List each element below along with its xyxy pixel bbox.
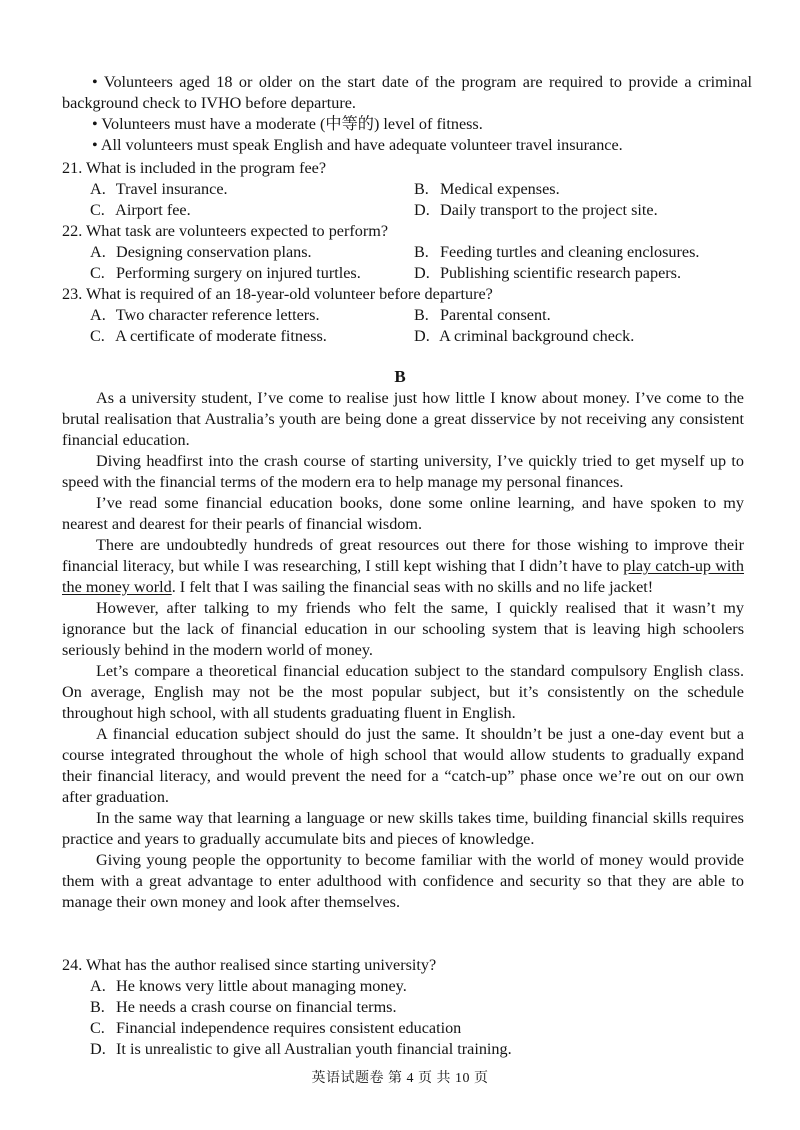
question-24-option-c[interactable]: C. Financial independence requires consistent education xyxy=(90,1019,462,1037)
passage-paragraph-3: I’ve read some financial education books, done some online learning, and have spoken to my nearest and dearest for their pearls of financial wisdom. xyxy=(62,494,744,533)
passage-paragraph-9: Giving young people the opportunity to become familiar with the world of money would provide them with a great advantage to enter adulthood with confidence and security so that they are able to manage their own money and look after themselves. xyxy=(62,851,744,911)
question-23-option-a[interactable]: A. Two character reference letters. xyxy=(90,306,320,324)
underlined-phrase: play catch-up with the money world xyxy=(62,557,745,596)
passage-paragraph-5: However, after talking to my friends who felt the same, I quickly realised that it wasn’t my ignorance but the lack of financial education in our schooling system that is leaving high schoolers seriously behind in the modern world of money. xyxy=(62,599,744,659)
requirement-bullet-3: • All volunteers must speak English and have adequate volunteer travel insurance. xyxy=(92,136,623,154)
question-23-option-b[interactable]: B. Parental consent. xyxy=(414,306,551,324)
question-21-option-a[interactable]: A. Travel insurance. xyxy=(90,180,228,198)
question-21-option-c[interactable]: C. Airport fee. xyxy=(90,201,191,219)
requirement-bullet-1: • Volunteers aged 18 or older on the start date of the program are required to provide a criminal background check to IVHO before departure. xyxy=(62,73,752,112)
passage-paragraph-8: In the same way that learning a language or new skills takes time, building financial skills requires practice and years to gradually accumulate bits and pieces of knowledge. xyxy=(62,809,744,848)
question-23-option-d[interactable]: D. A criminal background check. xyxy=(414,327,635,345)
requirement-bullet-2: • Volunteers must have a moderate (中等的) level of fitness. xyxy=(92,115,483,133)
question-21-stem: 21. What is included in the program fee? xyxy=(62,159,327,177)
section-heading: B xyxy=(394,367,406,386)
question-24-option-d[interactable]: D. It is unrealistic to give all Australian youth financial training. xyxy=(90,1040,512,1058)
question-22-option-d[interactable]: D. Publishing scientific research papers. xyxy=(414,264,681,282)
passage-paragraph-4: There are undoubtedly hundreds of great resources out there for those wishing to improve their financial literacy, but while I was researching, I still kept wishing that I didn’t have to play catch-up with the money world. I felt that I was sailing the financial seas with no skills and no life jacket! xyxy=(62,536,745,596)
question-24-stem: 24. What has the author realised since starting university? xyxy=(62,956,437,974)
question-24-option-a[interactable]: A. He knows very little about managing money. xyxy=(90,977,407,995)
passage-paragraph-1: As a university student, I’ve come to realise just how little I know about money. I’ve come to the brutal realisation that Australia’s youth are being done a great disservice by not receiving any consistent financial education. xyxy=(62,389,744,449)
question-24-option-b[interactable]: B. He needs a crash course on financial terms. xyxy=(90,998,397,1016)
page-footer: 英语试题卷 第 4 页 共 10 页 xyxy=(311,1071,489,1086)
question-23-stem: 23. What is required of an 18-year-old volunteer before departure? xyxy=(62,285,493,303)
question-22-option-b[interactable]: B. Feeding turtles and cleaning enclosures. xyxy=(414,243,700,261)
question-21-option-d[interactable]: D. Daily transport to the project site. xyxy=(414,201,658,219)
question-21-option-b[interactable]: B. Medical expenses. xyxy=(414,180,560,198)
question-22-stem: 22. What task are volunteers expected to perform? xyxy=(62,222,389,240)
passage-paragraph-7: A financial education subject should do just the same. It shouldn’t be just a one-day event but a course integrated throughout the whole of high school that would allow students to gradually expand their financial literacy, and would prevent the need for a “catch-up” phase once we’re out on our own after graduation. xyxy=(62,725,744,806)
question-22-option-a[interactable]: A. Designing conservation plans. xyxy=(90,243,312,261)
passage xyxy=(62,388,744,913)
question-23-option-c[interactable]: C. A certificate of moderate fitness. xyxy=(90,327,327,345)
question-22-option-c[interactable]: C. Performing surgery on injured turtles. xyxy=(90,264,361,282)
passage-paragraph-6: Let’s compare a theoretical financial education subject to the standard compulsory English class. On average, English may not be the most popular subject, but it’s consistently on the schedule throughout high school, with all students graduating fluent in English. xyxy=(62,662,744,722)
passage-paragraph-2: Diving headfirst into the crash course of starting university, I’ve quickly tried to get myself up to speed with the financial terms of the modern era to help manage my personal finances. xyxy=(62,452,744,491)
